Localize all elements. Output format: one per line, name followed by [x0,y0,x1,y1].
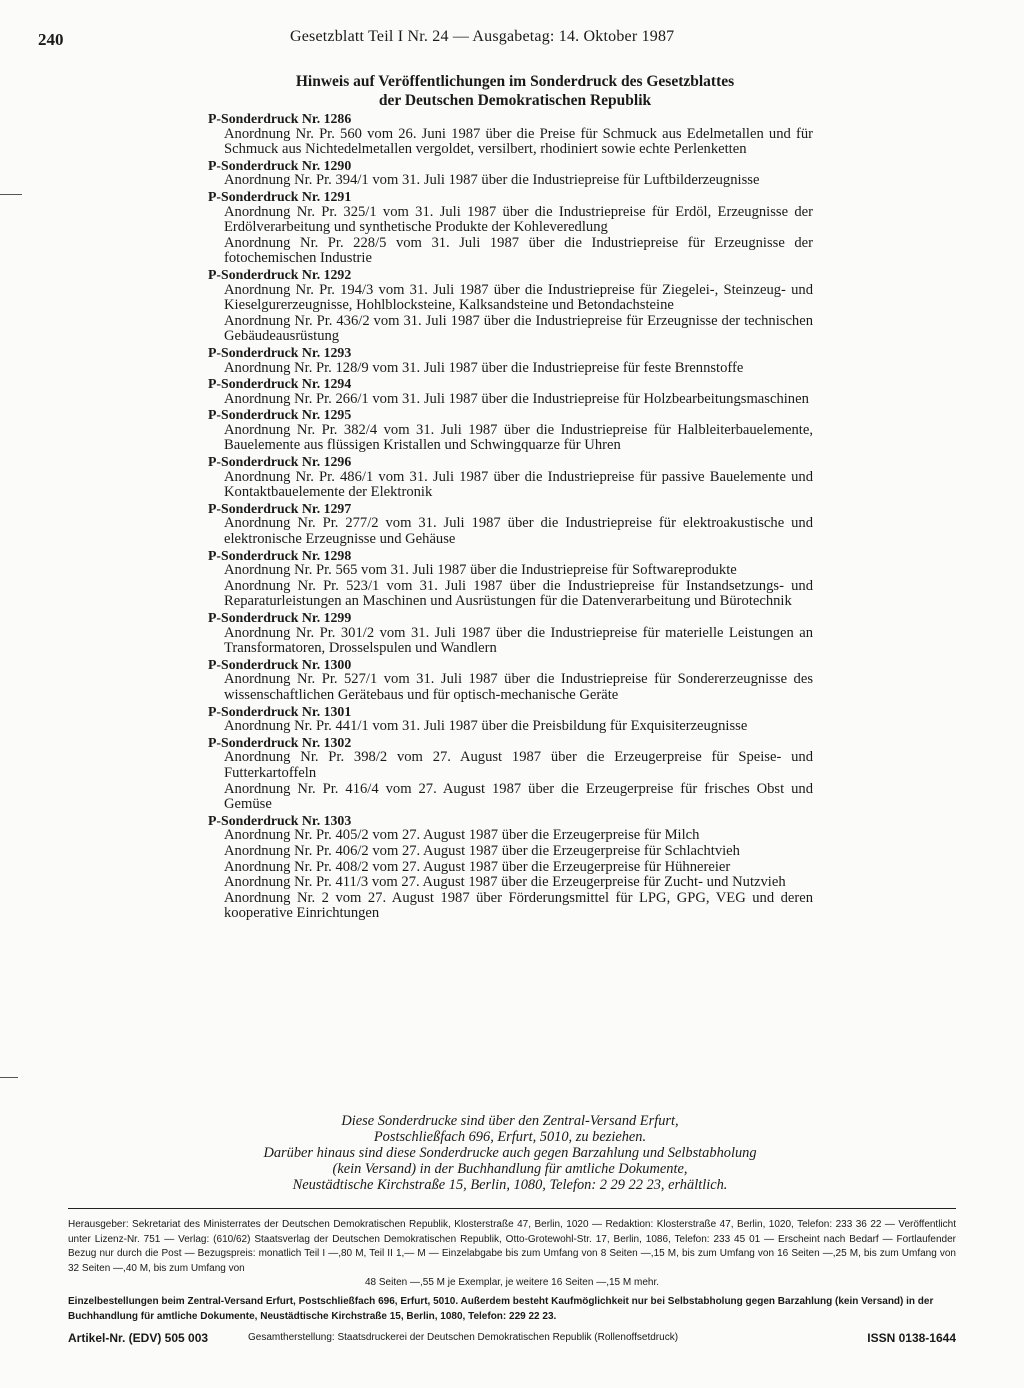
margin-mark [0,194,22,195]
entry-heading: P-Sonderdruck Nr. 1286 [208,111,352,126]
article-number: Artikel-Nr. (EDV) 505 003 [68,1331,209,1345]
sonderdruck-entry [208,111,813,158]
sonderdruck-entry [208,704,813,735]
sonderdruck-entry [208,657,813,704]
title-line-1: Hinweis auf Veröffentlichungen im Sonderdruck des Gesetzblattes [295,73,735,90]
entry-item: Anordnung Nr. Pr. 406/2 vom 27. August 1987 über die Erzeugerpreise für Schlachtvieh [224,842,740,859]
entry-item: Anordnung Nr. Pr. 416/4 vom 27. August 1987 über die Erzeugerpreise für frisches Obst und Gemüse [224,780,813,813]
entry-heading: P-Sonderdruck Nr. 1291 [208,188,352,204]
entry-item: Anordnung Nr. Pr. 301/2 vom 31. Juli 1987 über die Industriepreise für materielle Leistungen an Transformatoren, Drosselspulen und Wandlern [224,624,813,657]
entry-item: Anordnung Nr. 2 vom 27. August 1987 über Förderungsmittel für LPG, GPG, VEG und deren kooperative Einrichtungen [224,889,813,922]
imprint-last-line: 48 Seiten —,55 M je Exemplar, je weitere 16 Seiten —,15 M mehr. [364,1277,660,1288]
sonderdruck-entry [208,376,813,407]
imprint-text: Herausgeber: Sekretariat des Ministerrates der Deutschen Demokratischen Republik, Klosterstraße 47, Berlin, 1020 — Redaktion: Klosterstraße 47, Berlin, 1020, Telefon: 233 36 22 — Veröffentlicht unter Lizenz-Nr. 751 — Verlag: (610/62) Staatsverlag der Deutschen Demokratischen Republik, Otto-Grotewohl-Str. 17, Berlin, 1086, Telefon: 233 45 01 — Erscheint nach Bedarf — Fortlaufender Bezug nur durch die Post — Bezugspreis: monatlich Teil I —,80 M, Teil II 1,— M — Einzelabgabe bis zum Umfang von 8 Seiten —,15 M, bis zum Umfang von 16 Seiten —,25 M, bis zum Umfang von 32 Seiten —,40 M, bis zum Umfang von [68,1219,956,1274]
entry-item: Anordnung Nr. Pr. 405/2 vom 27. August 1987 über die Erzeugerpreise für Milch [224,827,700,844]
notice-line: (kein Versand) in der Buchhandlung für amtliche Dokumente, [332,1161,688,1177]
imprint [68,1218,956,1291]
sonderdruck-entry [208,454,813,501]
entry-heading: P-Sonderdruck Nr. 1302 [208,734,352,750]
entry-heading: P-Sonderdruck Nr. 1301 [208,703,352,719]
entry-item: Anordnung Nr. Pr. 382/4 vom 31. Juli 1987 über die Industriepreise für Halbleiterbauelemente, Bauelemente aus flüssigen Kristallen und Schwingquarze für Uhren [224,421,813,454]
entry-list [208,111,813,922]
entry-heading: P-Sonderdruck Nr. 1298 [208,547,352,563]
entry-heading: P-Sonderdruck Nr. 1297 [208,500,352,516]
entry-item: Anordnung Nr. Pr. 560 vom 26. Juni 1987 über die Preise für Schmuck aus Edelmetallen und für Schmuck aus Nichtedelmetallen vergoldet, versilbert, rhodiniert sowie echte Perlenketten [224,125,813,158]
margin-mark [0,1077,18,1078]
entry-heading: P-Sonderdruck Nr. 1303 [208,812,352,828]
entry-heading: P-Sonderdruck Nr. 1294 [208,376,352,392]
entry-item: Anordnung Nr. Pr. 398/2 vom 27. August 1987 über die Erzeugerpreise für Speise- und Futterkartoffeln [224,749,813,781]
entry-item: Anordnung Nr. Pr. 436/2 vom 31. Juli 1987 über die Industriepreise für Erzeugnisse der technischen Gebäudeausrüstung [224,312,813,345]
notice-line: Diese Sonderdrucke sind über den Zentral-Versand Erfurt, [341,1113,679,1129]
entry-item: Anordnung Nr. Pr. 441/1 vom 31. Juli 1987 über die Preisbildung für Exquisiterzeugnisse [224,718,748,735]
entry-heading: P-Sonderdruck Nr. 1299 [208,610,352,625]
notice-line: Postschließfach 696, Erfurt, 5010, zu beziehen. [373,1129,647,1145]
sonderdruck-entry [208,813,813,922]
sonderdruck-entry [208,735,813,813]
notice-line: Darüber hinaus sind diese Sonderdrucke auch gegen Barzahlung und Selbstabholung [263,1145,757,1161]
sonderdruck-entry [208,548,813,610]
entry-heading: P-Sonderdruck Nr. 1295 [208,407,352,423]
notice-line: Neustädtische Kirchstraße 15, Berlin, 1080, Telefon: 2 29 22 23, erhältlich. [292,1177,728,1193]
entry-item: Anordnung Nr. Pr. 128/9 vom 31. Juli 1987 über die Industriepreise für feste Brennstoffe [224,359,744,376]
document-title [200,72,830,110]
entry-heading: P-Sonderdruck Nr. 1293 [208,344,352,360]
entry-heading: P-Sonderdruck Nr. 1300 [208,656,352,672]
entry-item: Anordnung Nr. Pr. 394/1 vom 31. Juli 1987 über die Industriepreise für Luftbilderzeugnisse [224,172,760,189]
order-info: Einzelbestellungen beim Zentral-Versand Erfurt, Postschließfach 696, Erfurt, 5010. Außerdem besteht Kaufmöglichkeit nur bei Selbstabholung gegen Barzahlung (kein Versand) in der Buchhandlung für amtliche Dokumente, Neustädtische Kirchstraße 15, Berlin, 1080, Telefon: 229 22 23. [68,1296,934,1322]
entry-heading: P-Sonderdruck Nr. 1296 [208,454,352,470]
issn: ISSN 0138-1644 [867,1331,956,1345]
entry-item: Anordnung Nr. Pr. 411/3 vom 27. August 1987 über die Erzeugerpreise für Zucht- und Nutzvieh [224,874,786,891]
entry-heading: P-Sonderdruck Nr. 1290 [208,157,352,173]
sonderdruck-entry [208,610,813,657]
sonderdruck-entry [208,189,813,267]
sonderdruck-entry [208,501,813,548]
distribution-notice [200,1113,820,1193]
sonderdruck-entry [208,407,813,454]
running-head: Gesetzblatt Teil I Nr. 24 — Ausgabetag: 14. Oktober 1987 [290,28,675,45]
entry-item: Anordnung Nr. Pr. 523/1 vom 31. Juli 1987 über die Industriepreise für Instandsetzungs- und Reparaturleistungen an Maschinen und Ausrüstungen für die Datenverarbeitung und Bürotechnik [224,577,813,610]
production-credit: Gesamtherstellung: Staatsdruckerei der Deutschen Demokratischen Republik (Rollenoffsetdruck) [248,1332,679,1343]
entry-item: Anordnung Nr. Pr. 527/1 vom 31. Juli 1987 über die Industriepreise für Sondererzeugnisse des wissenschaftlichen Gerätebaus und für optisch-mechanische Geräte [224,671,813,703]
entry-item: Anordnung Nr. Pr. 486/1 vom 31. Juli 1987 über die Industriepreise für passive Bauelemente und Kontaktbauelemente der Elektronik [224,468,813,501]
entry-item: Anordnung Nr. Pr. 325/1 vom 31. Juli 1987 über die Industriepreise für Erdöl, Erzeugnisse der Erdölverarbeitung und synthetische Produkte der Kohleveredlung [224,203,813,236]
entry-item: Anordnung Nr. Pr. 408/2 vom 27. August 1987 über die Erzeugerpreise für Hühnereier [224,858,731,875]
entry-item: Anordnung Nr. Pr. 565 vom 31. Juli 1987 über die Industriepreise für Softwareprodukte [224,562,737,579]
footer-rule [68,1208,956,1209]
page-number: 240 [38,30,64,49]
entry-item: Anordnung Nr. Pr. 194/3 vom 31. Juli 1987 über die Industriepreise für Ziegelei-, Steinzeug- und Kieselgurerzeugnisse, Hohlblocksteine, Kalksandsteine und Betondachsteine [224,281,813,314]
entry-item: Anordnung Nr. Pr. 277/2 vom 31. Juli 1987 über die Industriepreise für elektroakustische und elektronische Erzeugnisse und Gehäuse [224,515,813,548]
entry-item: Anordnung Nr. Pr. 228/5 vom 31. Juli 1987 über die Industriepreise für Erzeugnisse der fotochemischen Industrie [224,234,813,267]
entry-heading: P-Sonderdruck Nr. 1292 [208,266,352,282]
sonderdruck-entry [208,345,813,376]
title-line-2: der Deutschen Demokratischen Republik [378,92,652,109]
entry-item: Anordnung Nr. Pr. 266/1 vom 31. Juli 1987 über die Industriepreise für Holzbearbeitungsmaschinen [224,390,809,407]
sonderdruck-entry [208,267,813,345]
sonderdruck-entry [208,158,813,189]
